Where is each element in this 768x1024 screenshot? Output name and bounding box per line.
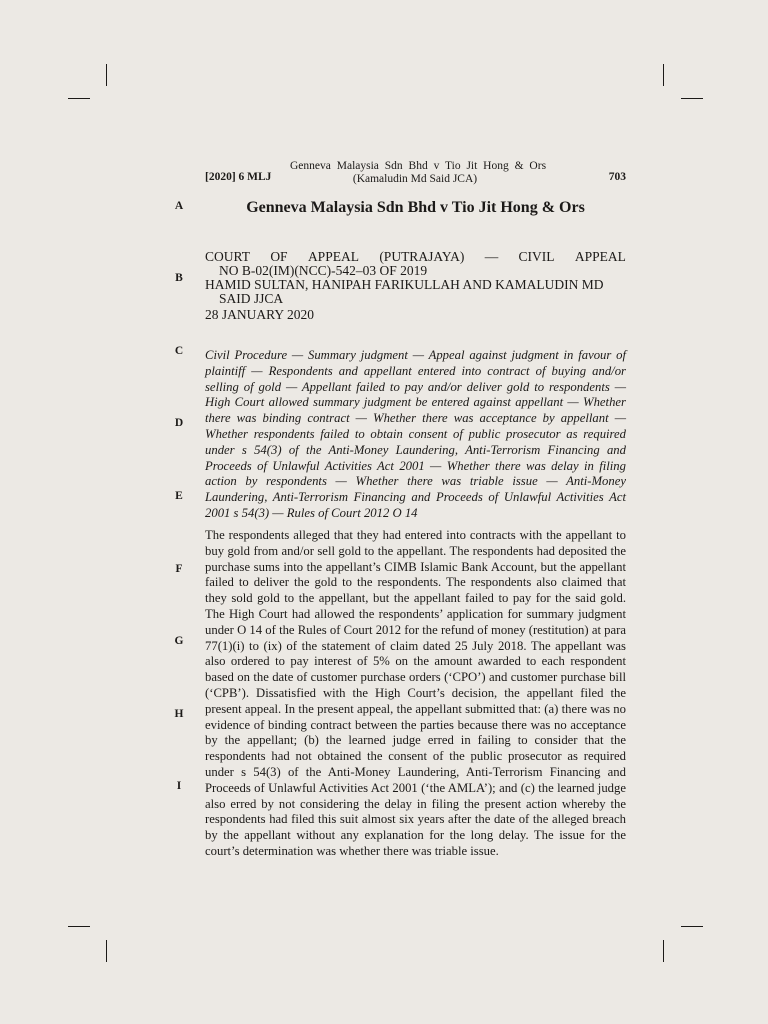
crop-mark [681,926,703,927]
court-word: — [484,249,499,264]
court-word: APPEAL [307,249,359,264]
judges-line-1: HAMID SULTAN, HANIPAH FARIKULLAH AND KAMALUDIN MD [205,277,604,292]
crop-mark [663,940,664,962]
margin-letter: C [174,345,184,357]
decision-date: 28 JANUARY 2020 [205,307,315,322]
crop-mark [68,98,90,99]
court-word: (PUTRAJAYA) [379,249,465,264]
margin-letter: E [175,490,183,502]
crop-mark [681,98,703,99]
headnote-paragraph: The respondents alleged that they had entered into contracts with the appellant to buy gold from and/or sell gold to the appellant. The respondents had deposited the purchase sums into the appellant’s CIMB Islamic Bank Account, but the appellant failed to deliver the gold to the respondents. The respondents also claimed that they sold gold to the appellant, but the appellant failed to pay for the said gold. The High Court had allowed the respondents’ application for summary judgment under O 14 of the Rules of Court 2012 for the refund of money (restitution) at para 77(1)(i) to (ix) of the statement of claim dated 25 July 2018. The appellant was also ordered to pay interest of 5% on the amount awarded to each respondent based on the date of customer purchase orders (‘CPO’) and customer purchase bill (‘CPB’). Dissatisfied with the High Court’s decision, the appellant filed the present appeal. In the present appeal, the appellant submitted that: (a) there was no evidence of binding contract between the parties because there was no acceptance by the appellant; (b) the learned judge erred in failing to consider that the respondents had not obtained the consent of the public prosecutor as required under s 54(3) of the Anti-Money Laundering, Anti-Terrorism Financing and Proceeds of Unlawful Activities Act 2001 (‘the AMLA’); and (c) the learned judge also erred by not considering the delay in filing the present action whereby the respondents had filed this suit almost six years after the date of the alleged breach by the appellant without any explanation for the long delay. The issue for the court’s determination was whether there was triable issue. [205,528,626,858]
report-citation: [2020] 6 MLJ [205,171,272,183]
catchwords: Civil Procedure — Summary judgment — Appeal against judgment in favour of plaintiff — Respondents and appellant entered into contract of buying and/or selling of gold — Appellant failed to pay and/or deliver gold to respondents — High Court allowed summary judgment be entered against appellant — Whether there was binding contract — Whether there was acceptance by appellant — Whether respondents failed to obtain consent of public prosecutor as required under s 54(3) of the Anti-Money Laundering, Anti-Terrorism Financing and Proceeds of Unlawful Activities Act 2001 — Whether there was delay in filing action by respondents — Whether there was triable issue — Anti-Money Laundering, Anti-Terrorism Financing and Proceeds of Unlawful Activities Act 2001 s 54(3) — Rules of Court 2012 O 14 [205,348,626,520]
margin-letter: F [175,563,183,575]
margin-letter: H [174,708,184,720]
court-line [205,250,626,278]
judges [205,278,626,306]
court-word: OF [270,249,288,264]
margin-letter: D [174,417,184,429]
crop-mark [68,926,90,927]
running-header-case-name: Genneva Malaysia Sdn Bhd v Tio Jit Hong & Ors [290,160,547,172]
margin-letter: G [174,635,184,647]
margin-letter: B [175,272,183,284]
running-header-center [290,160,547,185]
court-word: COURT [205,249,250,264]
margin-letter: A [174,200,184,212]
page-number: 703 [608,171,626,183]
court-word: APPEAL [574,249,626,264]
crop-mark [106,940,107,962]
court-word: CIVIL [518,249,555,264]
crop-mark [106,64,107,86]
court-line-1 [205,250,626,264]
crop-mark [663,64,664,86]
appeal-number: NO B-02(IM)(NCC)-542–03 OF 2019 [219,263,428,278]
running-header-judge: (Kamaludin Md Said JCA) [352,172,478,185]
judges-line-2: SAID JJCA [219,291,284,306]
case-title: Genneva Malaysia Sdn Bhd v Tio Jit Hong & Ors [246,199,585,216]
margin-letter: I [176,780,182,792]
